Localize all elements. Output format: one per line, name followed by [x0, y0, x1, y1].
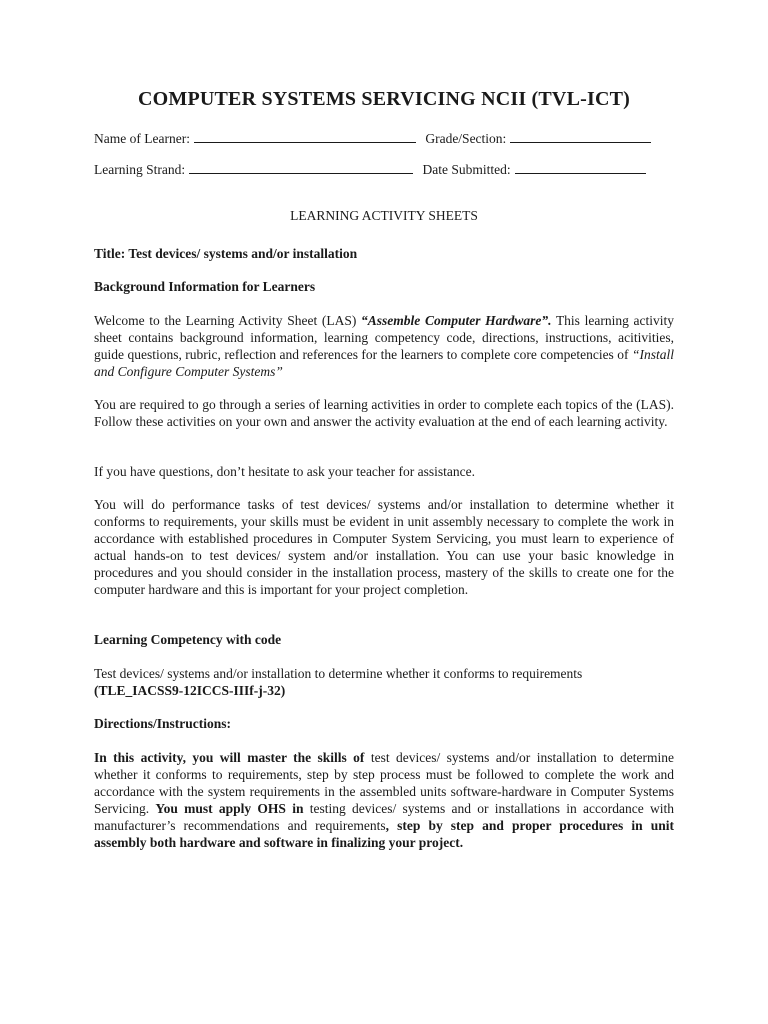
- background-paragraph-1: [94, 312, 674, 380]
- date-submitted-label: Date Submitted:: [422, 162, 511, 177]
- date-submitted-field[interactable]: [515, 160, 646, 174]
- p1-text-c: This learning activity sheet contains background information, learning competency code, directions, instructions, acitivities, guide questions, rubric, reflection and references for the learners to complete core competencies of: [94, 313, 674, 362]
- name-of-learner-field[interactable]: [194, 129, 416, 143]
- learning-strand-field[interactable]: [189, 160, 413, 174]
- grade-section-label: Grade/Section:: [425, 131, 507, 146]
- competency-code: (TLE_IACSS9-12ICCS-IIIf-j-32): [94, 683, 286, 698]
- background-paragraph-3: If you have questions, don’t hesitate to ask your teacher for assistance.: [94, 464, 476, 479]
- background-paragraph-2: You are required to go through a series of learning activities in order to complete each topics of the (LAS). Follow these activities on your own and answer the activity evaluation at the end of each learning activity.: [94, 397, 674, 429]
- directions-emphasis-ohs: You must apply OHS in: [155, 801, 304, 816]
- directions-text-a: In this activity, you will master the skills of: [94, 750, 365, 765]
- name-of-learner-label: Name of Learner:: [94, 131, 190, 146]
- p1-emphasis-title: “Assemble Computer Hardware”.: [361, 313, 552, 328]
- background-heading: Background Information for Learners: [94, 279, 316, 294]
- document-title: COMPUTER SYSTEMS SERVICING NCII (TVL-ICT): [137, 88, 630, 110]
- directions-heading: Directions/Instructions:: [94, 716, 231, 731]
- grade-section-field[interactable]: [510, 129, 651, 143]
- strand-date-row: [94, 160, 652, 178]
- background-paragraph-4: You will do performance tasks of test devices/ systems and/or installation to determine whether it conforms to requirements, your skills must be evident in unit assembly necessary to complete the work in accordance with established procedures in Computer System Servicing, you must learn to experience of actual hands-on to test devices/ system and/or installation. You can use your basic knowledge in procedures and you should consider in the installation process, mastery of the skills to create one for the computer hardware and this is important for your project completion.: [94, 497, 674, 597]
- directions-paragraph: [94, 749, 674, 851]
- directions-emphasis-procedures: , step by step and proper procedures in unit assembly both hardware and software in finalizing your project.: [94, 818, 674, 850]
- directions-text-d: testing devices/ systems and or installations in accordance with manufacturer’s recommendations and requirements: [94, 801, 674, 833]
- directions-text-b: test devices/ systems and/or installation to determine whether it conforms to requirements, step by step process must be followed to complete the work and accordance with the system requirements in the assembled units software-hardware in Computer Systems Servicing.: [94, 750, 675, 816]
- competency-heading: Learning Competency with code: [94, 632, 282, 647]
- learner-info-row: [94, 129, 657, 147]
- competency-text: Test devices/ systems and/or installation to determine whether it conforms to requirements: [94, 666, 583, 681]
- activity-title: Title: Test devices/ systems and/or installation: [94, 246, 358, 261]
- p1-emphasis-competency: “Install and Configure Computer Systems”: [94, 347, 674, 379]
- p1-text-a: Welcome to the Learning Activity Sheet (LAS): [94, 313, 362, 328]
- learning-strand-label: Learning Strand:: [94, 162, 186, 177]
- section-subtitle: LEARNING ACTIVITY SHEETS: [290, 208, 478, 223]
